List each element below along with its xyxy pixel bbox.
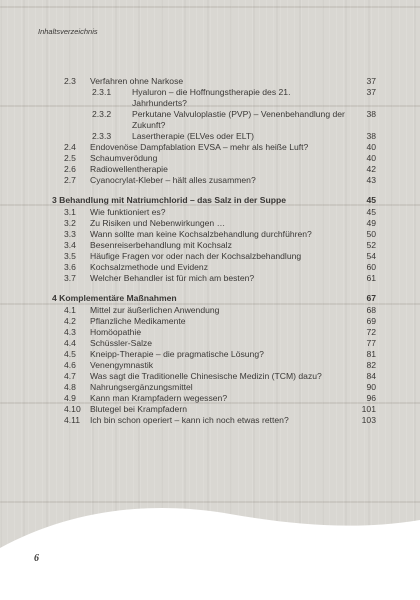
toc-entry-number: 3.7 bbox=[64, 273, 76, 283]
toc-entry-title: Zu Risiken und Nebenwirkungen … bbox=[90, 218, 226, 228]
toc-entry-number: 2.5 bbox=[64, 153, 76, 163]
toc-entry[interactable] bbox=[52, 207, 376, 218]
toc-entry-title: Kann man Krampfadern wegessen? bbox=[90, 393, 228, 403]
toc-entry[interactable] bbox=[52, 164, 376, 175]
toc-entry[interactable] bbox=[52, 316, 376, 327]
toc-entry-title: Wann sollte man keine Kochsalzbehandlung durchführen? bbox=[90, 229, 312, 239]
toc-entry-number: 4.8 bbox=[64, 382, 76, 392]
toc-entry-number: 4.6 bbox=[64, 360, 76, 370]
toc-entry-number: 2.3.1 bbox=[92, 87, 112, 97]
toc-entry-page: 42 bbox=[366, 164, 376, 174]
toc-entry-title: Homöopathie bbox=[90, 327, 142, 337]
toc-entry-page: 45 bbox=[366, 207, 376, 217]
toc-chapter[interactable] bbox=[52, 195, 376, 206]
toc-entry-title: Schüssler-Salze bbox=[90, 338, 153, 348]
toc-entry-title: Schaumverödung bbox=[90, 153, 158, 163]
toc-entry-number: 3.1 bbox=[64, 207, 76, 217]
page-number: 6 bbox=[34, 553, 39, 564]
toc-entry-page: 61 bbox=[366, 273, 376, 283]
toc-entry-number: 4.4 bbox=[64, 338, 76, 348]
toc-entry[interactable] bbox=[52, 218, 376, 229]
toc-entry-page: 37 bbox=[366, 76, 376, 86]
toc-entry[interactable] bbox=[52, 382, 376, 393]
white-wave-decoration bbox=[0, 500, 420, 600]
toc-entry-page: 103 bbox=[361, 415, 376, 425]
toc-entry-page: 72 bbox=[366, 327, 376, 337]
toc-entry-title: Was sagt die Traditionelle Chinesische Medizin (TCM) dazu? bbox=[90, 371, 322, 381]
toc-entry-title: Welcher Behandler ist für mich am besten? bbox=[90, 273, 255, 283]
table-of-contents bbox=[52, 76, 376, 426]
toc-entry[interactable] bbox=[52, 240, 376, 251]
toc-entry[interactable] bbox=[52, 109, 376, 131]
toc-entry[interactable] bbox=[52, 142, 376, 153]
toc-entry-number: 4.10 bbox=[64, 404, 81, 414]
toc-entry-page: 101 bbox=[361, 404, 376, 414]
toc-entry-number: 2.3.3 bbox=[92, 131, 112, 141]
toc-entry[interactable] bbox=[52, 251, 376, 262]
toc-entry[interactable] bbox=[52, 404, 376, 415]
toc-entry[interactable] bbox=[52, 327, 376, 338]
toc-entry-number: 3.2 bbox=[64, 218, 76, 228]
toc-entry-number: 4.1 bbox=[64, 305, 76, 315]
toc-entry-title: Ich bin schon operiert – kann ich noch etwas retten? bbox=[90, 415, 289, 425]
toc-entry[interactable] bbox=[52, 338, 376, 349]
toc-entry-number: 3.6 bbox=[64, 262, 76, 272]
toc-entry-page: 68 bbox=[366, 305, 376, 315]
toc-entry-page: 69 bbox=[366, 316, 376, 326]
toc-entry-number: 2.6 bbox=[64, 164, 76, 174]
toc-entry-page: 50 bbox=[366, 229, 376, 239]
toc-entry[interactable] bbox=[52, 262, 376, 273]
toc-entry-title: Häufige Fragen vor oder nach der Kochsalzbehandlung bbox=[90, 251, 302, 261]
toc-entry-number: 2.3 bbox=[64, 76, 76, 86]
toc-entry[interactable] bbox=[52, 229, 376, 240]
toc-entry-page: 77 bbox=[366, 338, 376, 348]
toc-entry-title: Mittel zur äußerlichen Anwendung bbox=[90, 305, 220, 315]
toc-entry-title: Besenreiserbehandlung mit Kochsalz bbox=[90, 240, 232, 250]
toc-entry-page: 40 bbox=[366, 153, 376, 163]
toc-entry-number: 4.3 bbox=[64, 327, 76, 337]
toc-entry[interactable] bbox=[52, 305, 376, 316]
toc-entry-title: Verfahren ohne Narkose bbox=[90, 76, 184, 86]
toc-entry-number: 2.4 bbox=[64, 142, 76, 152]
toc-entry-title: 3 Behandlung mit Natriumchlorid – das Salz in der Suppe bbox=[52, 195, 286, 205]
toc-entry-title: Perkutane Valvuloplastie (PVP) – Venenbehandlung der Zukunft? bbox=[132, 109, 345, 130]
toc-entry-page: 49 bbox=[366, 218, 376, 228]
toc-entry-title: 4 Komplementäre Maßnahmen bbox=[52, 293, 177, 303]
toc-entry-page: 37 bbox=[366, 87, 376, 97]
toc-entry-title: Cyanocrylat-Kleber – hält alles zusammen? bbox=[90, 175, 256, 185]
toc-entry[interactable] bbox=[52, 273, 376, 284]
toc-entry-number: 4.7 bbox=[64, 371, 76, 381]
toc-entry-page: 38 bbox=[366, 131, 376, 141]
toc-entry-number: 2.3.2 bbox=[92, 109, 112, 119]
toc-entry-page: 67 bbox=[366, 293, 376, 303]
toc-entry-page: 84 bbox=[366, 371, 376, 381]
toc-entry-page: 52 bbox=[366, 240, 376, 250]
toc-entry-title: Lasertherapie (ELVes oder ELT) bbox=[132, 131, 254, 141]
toc-entry[interactable] bbox=[52, 393, 376, 404]
toc-entry[interactable] bbox=[52, 360, 376, 371]
toc-entry-page: 54 bbox=[366, 251, 376, 261]
toc-entry-page: 43 bbox=[366, 175, 376, 185]
toc-entry-page: 90 bbox=[366, 382, 376, 392]
toc-entry-number: 4.2 bbox=[64, 316, 76, 326]
toc-entry[interactable] bbox=[52, 371, 376, 382]
toc-entry-number: 3.3 bbox=[64, 229, 76, 239]
toc-entry-title: Endovenöse Dampfablation EVSA – mehr als heiße Luft? bbox=[90, 142, 309, 152]
toc-entry[interactable] bbox=[52, 349, 376, 360]
toc-entry-title: Kochsalzmethode und Evidenz bbox=[90, 262, 209, 272]
toc-entry-page: 40 bbox=[366, 142, 376, 152]
toc-entry-title: Wie funktioniert es? bbox=[90, 207, 166, 217]
toc-entry[interactable] bbox=[52, 131, 376, 142]
toc-entry-number: 4.5 bbox=[64, 349, 76, 359]
toc-entry-number: 4.11 bbox=[64, 415, 81, 425]
toc-entry-page: 96 bbox=[366, 393, 376, 403]
toc-entry-number: 3.5 bbox=[64, 251, 76, 261]
toc-entry[interactable] bbox=[52, 87, 376, 109]
toc-entry-title: Venengymnastik bbox=[90, 360, 154, 370]
toc-chapter[interactable] bbox=[52, 293, 376, 304]
toc-entry-number: 2.7 bbox=[64, 175, 76, 185]
toc-entry-title: Radiowellentherapie bbox=[90, 164, 168, 174]
toc-entry-title: Pflanzliche Medikamente bbox=[90, 316, 186, 326]
running-header: Inhaltsverzeichnis bbox=[38, 27, 98, 36]
toc-entry-page: 81 bbox=[366, 349, 376, 359]
toc-entry-number: 3.4 bbox=[64, 240, 76, 250]
toc-entry-number: 4.9 bbox=[64, 393, 76, 403]
toc-entry-title: Nahrungsergänzungsmittel bbox=[90, 382, 193, 392]
toc-entry-title: Kneipp-Therapie – die pragmatische Lösung? bbox=[90, 349, 264, 359]
toc-entry-page: 38 bbox=[366, 109, 376, 119]
toc-entry-title: Hyaluron – die Hoffnungstherapie des 21. Jahrhunderts? bbox=[132, 87, 291, 108]
toc-entry-page: 60 bbox=[366, 262, 376, 272]
toc-entry-title: Blutegel bei Krampfadern bbox=[90, 404, 187, 414]
toc-entry[interactable] bbox=[52, 76, 376, 87]
toc-entry[interactable] bbox=[52, 175, 376, 186]
toc-entry[interactable] bbox=[52, 153, 376, 164]
toc-entry[interactable] bbox=[52, 415, 376, 426]
toc-entry-page: 45 bbox=[366, 195, 376, 205]
toc-entry-page: 82 bbox=[366, 360, 376, 370]
